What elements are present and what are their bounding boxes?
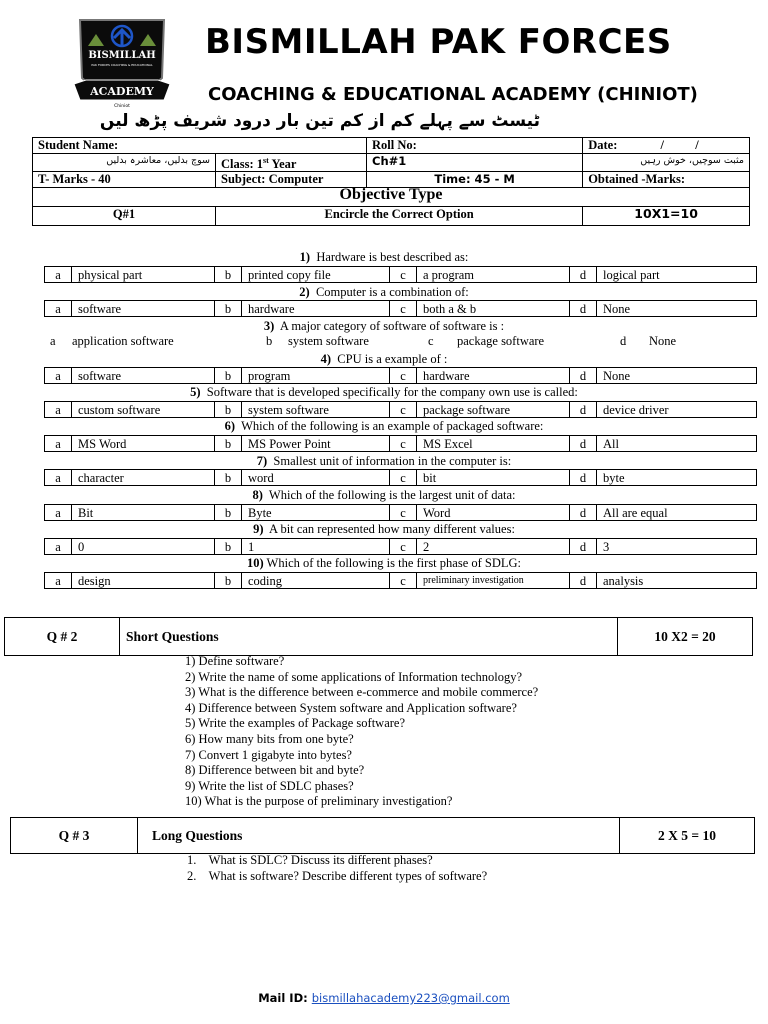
mcq-7-option-d[interactable]: byte [597,470,757,486]
q2-marks: 10 X2 = 20 [618,618,753,656]
mcq-10-option-b[interactable]: coding [242,573,390,589]
mcq-options-7: a character b word c bit d byte [44,469,757,486]
mcq-1-option-a[interactable]: physical part [72,267,215,283]
list-item: 5) Write the examples of Package software? [185,716,406,731]
chapter-label: Ch#1 [367,154,583,172]
q1-marks: 10X1=10 [583,207,750,226]
q3-marks: 2 X 5 = 10 [620,818,755,854]
academy-logo [74,16,170,116]
mcq-3-letter-d: d [620,334,627,348]
mcq-2-option-c[interactable]: both a & b [417,301,570,317]
mcq-7-option-c[interactable]: bit [417,470,570,486]
mcq-5-option-d[interactable]: device driver [597,402,757,418]
obtained-marks-label: Obtained -Marks: [583,172,750,188]
mcq-8-option-c[interactable]: Word [417,505,570,521]
mcq-7-option-b[interactable]: word [242,470,390,486]
mcq-9-option-c[interactable]: 2 [417,539,570,555]
mcq-options-4: a software b program c hardware d None [44,367,757,384]
mcq-question-10: 10) Which of the following is the first phase of SDLG: [246,556,522,570]
mcq-6-option-b[interactable]: MS Power Point [242,436,390,452]
logo-city-text: Chiniot [114,104,130,109]
mcq-1-option-d[interactable]: logical part [597,267,757,283]
list-item: 1. What is SDLC? Discuss its different phases? [187,853,433,867]
total-marks-label: T- Marks - 40 [33,172,216,188]
mcq-6-option-c[interactable]: MS Excel [417,436,570,452]
email-link[interactable]: bismillahacademy223@gmail.com [311,991,510,1005]
list-item: 3) What is the difference between e-commerce and mobile commerce? [185,685,539,700]
long-questions-list [187,853,487,884]
mcq-2-option-a[interactable]: software [72,301,215,317]
q2-header-box [4,617,753,656]
mcq-options-10: a design b coding c preliminary investigation d analysis [44,572,757,589]
q2-title: Short Questions [120,618,618,656]
mcq-2-option-b[interactable]: hardware [242,301,390,317]
urdu-motto-right: مثبت سوچیں، خوش رہیں [583,154,750,172]
student-info-table [32,137,750,226]
time-label: Time: 45 - M [367,172,583,188]
mcq-3-option-b[interactable]: system software [288,334,369,348]
list-item: 10) What is the purpose of preliminary investigation? [185,794,453,809]
list-item: 4) Difference between System software and Application software? [185,700,517,715]
mcq-question-6: 6) Which of the following is an example of packaged software: [224,419,544,433]
mcq-10-option-a[interactable]: design [72,573,215,589]
roll-no-label: Roll No: [367,138,583,154]
q3-title: Long Questions [138,818,620,854]
mcq-5-option-b[interactable]: system software [242,402,390,418]
mcq-4-option-d[interactable]: None [597,368,757,384]
mcq-question-2: 2) Computer is a combination of: [299,285,469,299]
mcq-1-option-b[interactable]: printed copy file [242,267,390,283]
mcq-9-option-b[interactable]: 1 [242,539,390,555]
mcq-options-1: a physical part b printed copy file c a program d logical part [44,266,757,283]
logo-sub-text: PAK FORCES COACHING & EDUCATIONAL [91,63,153,67]
mcq-3-option-d[interactable]: None [649,334,677,348]
logo-ribbon-text: ACADEMY [90,85,154,98]
mcq-3-option-a[interactable]: application software [72,334,174,348]
mcq-question-1: 1) Hardware is best described as: [299,250,469,264]
q1-label: Q#1 [33,207,216,226]
mcq-8-option-d[interactable]: All are equal [597,505,757,521]
mcq-6-option-a[interactable]: MS Word [72,436,215,452]
logo-top-text: BISMILLAH [88,50,156,61]
mcq-3-option-c[interactable]: package software [457,334,545,348]
mcq-options-9: a 0 b 1 c 2 d 3 [44,538,757,555]
list-item: 7) Convert 1 gigabyte into bytes? [185,747,352,762]
mcq-7-option-a[interactable]: character [72,470,215,486]
mcq-3-letter-b: b [266,334,273,348]
q2-label: Q # 2 [5,618,120,656]
mcq-3-letter-c: c [428,334,434,348]
mcq-question-5: 5) Software that is developed specifically for the company own use is called: [190,385,578,399]
mcq-9-option-a[interactable]: 0 [72,539,215,555]
mcq-8-option-a[interactable]: Bit [72,505,215,521]
class-label: Class: 1st Year [216,154,367,172]
footer-mail [0,991,768,1005]
subject-label: Subject: Computer [216,172,367,188]
list-item: 1) Define software? [185,654,285,668]
mcq-options-2: a software b hardware c both a & b d None [44,300,757,317]
mcq-3-letter-a: a [50,334,56,348]
list-item: 8) Difference between bit and byte? [185,763,365,778]
mcq-options-8: a Bit b Byte c Word d All are equal [44,504,757,521]
mcq-4-option-b[interactable]: program [242,368,390,384]
list-item: 2. What is software? Describe different types of software? [187,868,488,883]
mcq-question-4: 4) CPU is a example of : [320,352,448,366]
academy-subtitle: COACHING & EDUCATIONAL ACADEMY (CHINIOT) [208,84,698,105]
mcq-6-option-d[interactable]: All [597,436,757,452]
list-item: 9) Write the list of SDLC phases? [185,778,354,793]
mcq-question-7: 7) Smallest unit of information in the computer is: [256,454,512,468]
date-label: Date: / / [583,138,750,154]
mcq-question-9: 9) A bit can represented how many different values: [253,522,515,536]
list-item: 6) How many bits from one byte? [185,731,354,746]
mail-label: Mail ID: [258,991,312,1005]
mcq-10-option-c[interactable]: preliminary investigation [417,573,570,589]
list-item: 2) Write the name of some applications of Information technology? [185,669,523,684]
mcq-5-option-c[interactable]: package software [417,402,570,418]
academy-title: BISMILLAH PAK FORCES [205,22,672,62]
q3-header-box [10,817,755,854]
mcq-options-6: a MS Word b MS Power Point c MS Excel d All [44,435,757,452]
urdu-motto-left: سوچ بدلیں، معاشرہ بدلیں [33,154,216,172]
urdu-instruction: ٹیسٹ سے پہلے کم از کم تین بار درود شریف پڑھ لیں [99,111,540,131]
mcq-5-option-a[interactable]: custom software [72,402,215,418]
mcq-options-5: a custom software b system software c package software d device driver [44,401,757,418]
short-questions-list [185,654,538,810]
mcq-8-option-b[interactable]: Byte [242,505,390,521]
objective-type-heading: Objective Type [33,188,750,207]
mcq-2-option-d[interactable]: None [597,301,757,317]
student-name-label: Student Name: [33,138,367,154]
q3-label: Q # 3 [11,818,138,854]
mcq-10-option-d[interactable]: analysis [597,573,757,589]
mcq-4-option-c[interactable]: hardware [417,368,570,384]
mcq-question-8: 8) Which of the following is the largest unit of data: [252,488,516,502]
mcq-9-option-d[interactable]: 3 [597,539,757,555]
mcq-4-option-a[interactable]: software [72,368,215,384]
mcq-1-option-c[interactable]: a program [417,267,570,283]
encircle-instruction: Encircle the Correct Option [216,207,583,226]
mcq-question-3: 3) A major category of software of software is : [263,319,505,333]
